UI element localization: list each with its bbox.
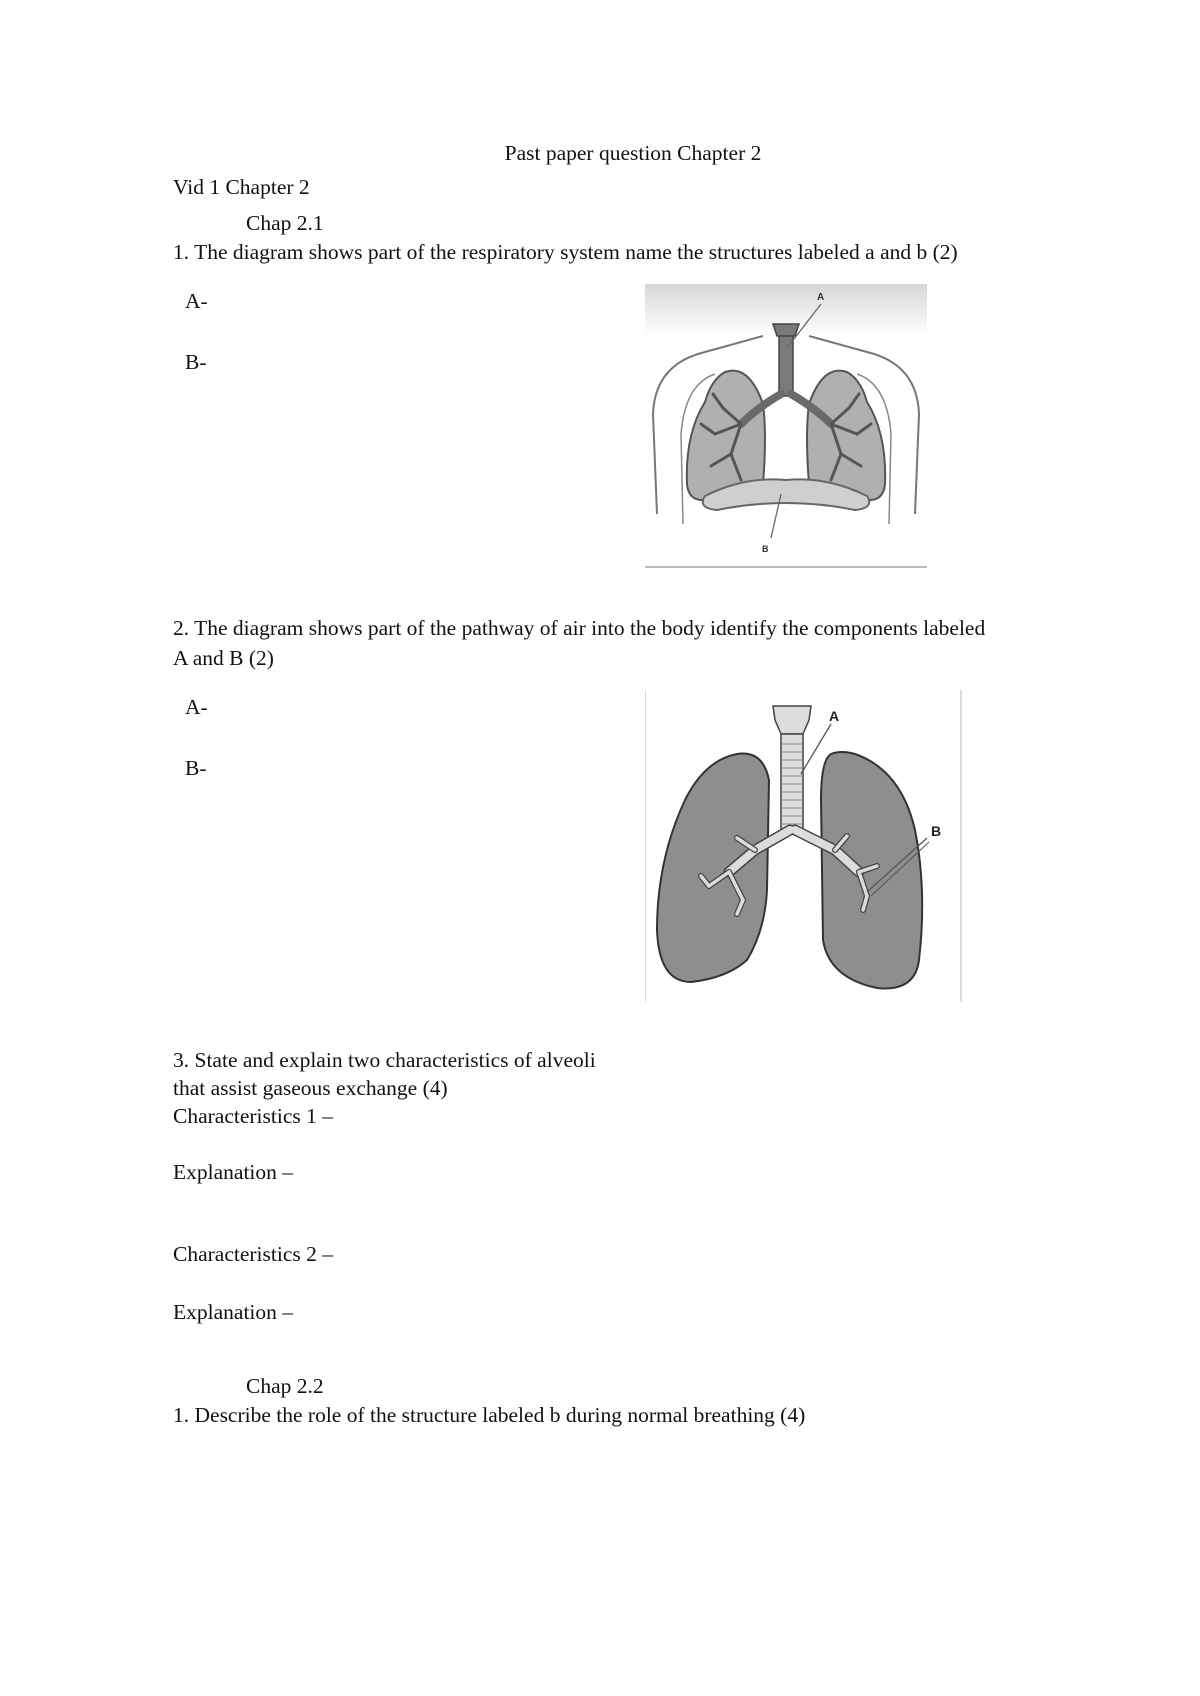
answer-b-label: B- <box>185 350 207 374</box>
figure-2-label-b: B <box>931 823 942 839</box>
question-3-text-line1: 3. State and explain two characteristics of alveoli <box>173 1048 596 1072</box>
page-title: Past paper question Chapter 2 <box>504 141 762 165</box>
characteristic-1-label: Characteristics 1 – <box>173 1104 334 1128</box>
video-heading: Vid 1 Chapter 2 <box>173 175 310 199</box>
answer-a-label: A- <box>185 695 208 719</box>
airway-pathway-diagram <box>645 690 963 1002</box>
section-2-question-1-text: 1. Describe the role of the structure labeled b during normal breathing (4) <box>173 1403 806 1427</box>
answer-b-label: B- <box>185 756 207 780</box>
section-label-2-2: Chap 2.2 <box>246 1374 324 1398</box>
respiratory-system-diagram <box>645 284 927 570</box>
question-2-text-line1: 2. The diagram shows part of the pathway of air into the body identify the components labeled <box>173 616 986 640</box>
respiratory-system-figure <box>645 284 927 570</box>
section-label-2-1: Chap 2.1 <box>246 211 324 235</box>
question-2-text-line2: A and B (2) <box>173 646 274 670</box>
figure-2-label-a: A <box>829 708 840 724</box>
characteristic-2-label: Characteristics 2 – <box>173 1242 334 1266</box>
explanation-2-label: Explanation – <box>173 1300 294 1324</box>
airway-pathway-figure <box>645 690 963 1002</box>
answer-a-label: A- <box>185 289 208 313</box>
question-1-text: 1. The diagram shows part of the respiratory system name the structures labeled a and b (2) <box>173 240 958 264</box>
figure-1-label-a: A <box>817 292 825 303</box>
explanation-1-label: Explanation – <box>173 1160 294 1184</box>
question-3-text-line2: that assist gaseous exchange (4) <box>173 1076 448 1100</box>
figure-1-label-b: B <box>762 544 769 554</box>
